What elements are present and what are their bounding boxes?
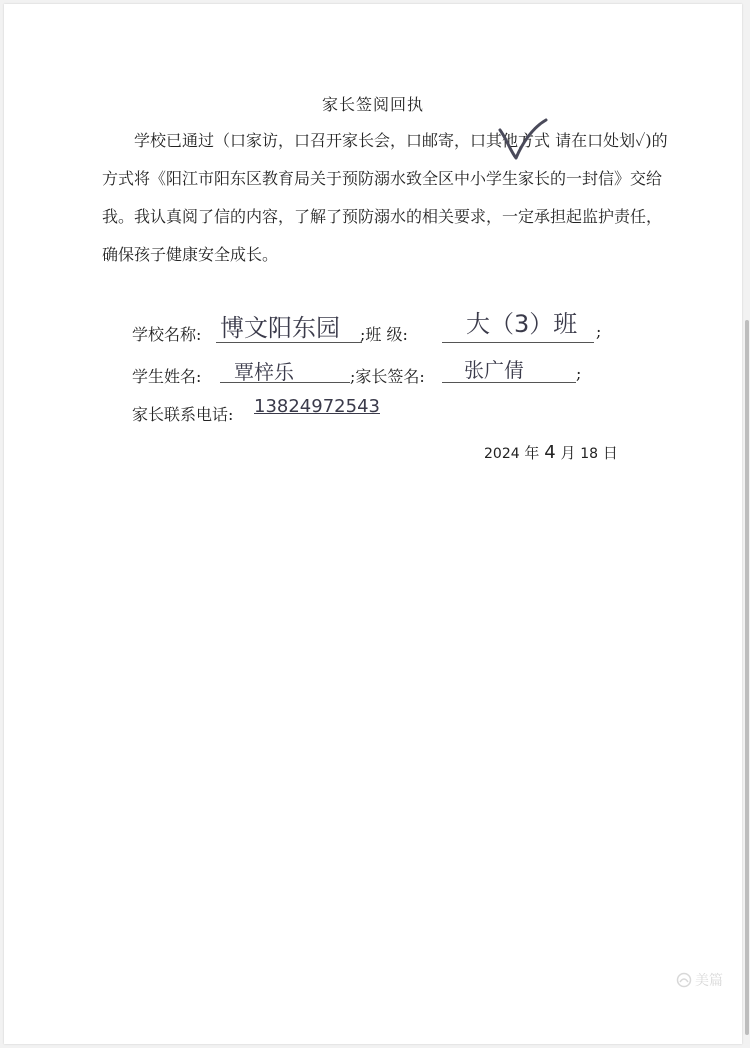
class-end: ;: [596, 322, 602, 341]
school-value: 博文阳东园: [220, 314, 340, 342]
watermark: [676, 970, 723, 990]
scrollbar-thumb[interactable]: [745, 320, 749, 1035]
scrollbar[interactable]: [744, 0, 750, 1048]
phone-value: 13824972543: [254, 396, 380, 417]
date-month: 4: [544, 442, 556, 463]
parent-underline: [442, 382, 576, 383]
phone-row: [4, 396, 742, 432]
body-text: 学校已通过（口家访，口召开家长会，口邮寄，口其他方式 请在口处划✓)的方式将《阳江市阳东区教育局关于预防溺水致全区中小学生家长的一封信》交给我。我认真阅了信的内容，了解了预防溺水的相关要求，一定承担起监护责任，确保孩子健康安全成长。: [102, 131, 668, 264]
school-class-row: [4, 304, 742, 354]
school-label: 学校名称:: [132, 325, 202, 344]
date-year-unit: 年: [524, 444, 540, 462]
date-day: 18: [580, 446, 599, 462]
class-underline: [442, 342, 594, 343]
date-year: 2024: [484, 446, 520, 462]
student-label: 学生姓名:: [132, 367, 202, 386]
body-paragraph: [102, 122, 672, 274]
document-title: 家长签阅回执: [321, 95, 424, 114]
date-line: [484, 442, 618, 463]
handwritten-checkmark-icon: [496, 116, 550, 166]
date-month-unit: 月: [560, 444, 576, 462]
date-day-unit: 日: [602, 444, 618, 462]
class-value: 大（3）班: [466, 310, 578, 338]
student-underline: [220, 382, 350, 383]
student-parent-row: [4, 354, 742, 394]
parent-label: ;家长签名:: [350, 367, 425, 386]
watermark-text: 美篇: [695, 973, 723, 989]
class-label: ;班 级:: [360, 325, 408, 344]
parent-signature: 张广倩: [464, 358, 524, 382]
watermark-logo-icon: [676, 972, 692, 988]
phone-label: 家长联系电话:: [132, 405, 234, 424]
student-value: 覃梓乐: [234, 360, 294, 384]
parent-end: ;: [576, 364, 582, 383]
school-underline: [216, 342, 362, 343]
document-page: [4, 4, 742, 1044]
